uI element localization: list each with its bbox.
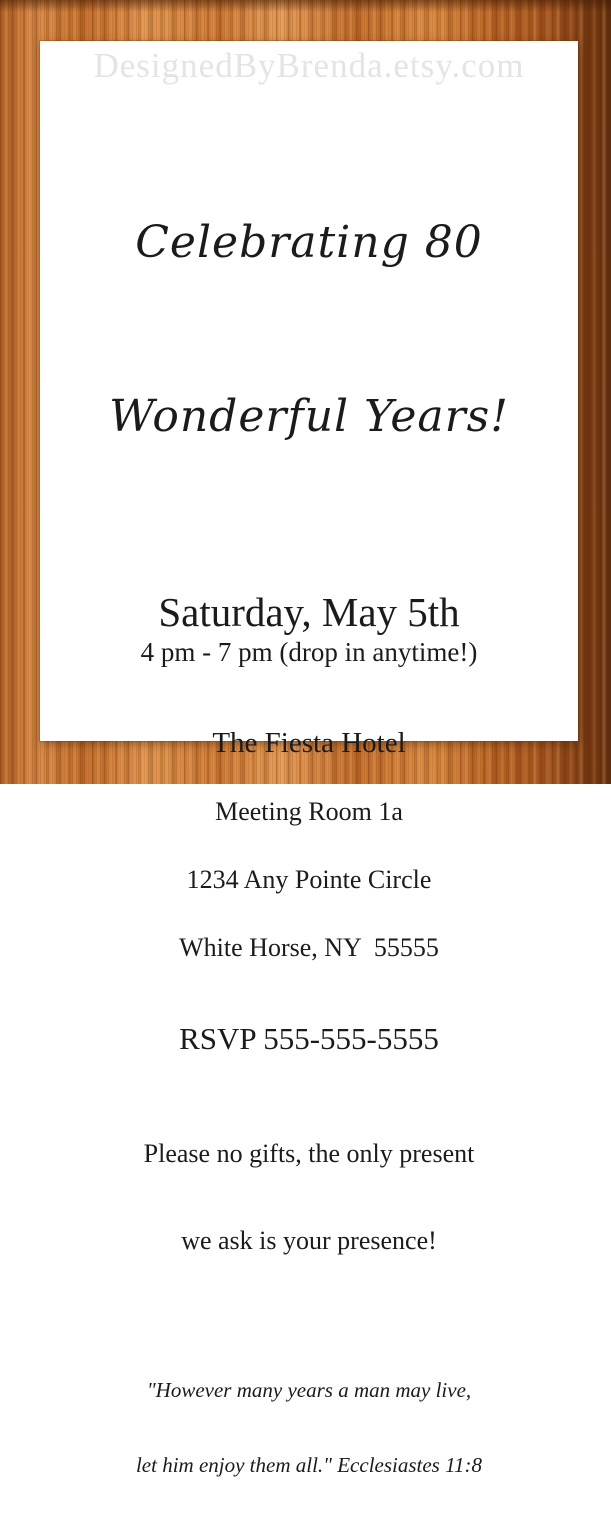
quote-line-2: let him enjoy them all." Ecclesiastes 11:8 xyxy=(135,1453,483,1477)
event-date: Saturday, May 5th xyxy=(158,589,460,635)
gifts-line-2: we ask is your presence! xyxy=(181,1226,437,1255)
venue-street: 1234 Any Pointe Circle xyxy=(186,865,432,894)
venue-city: White Horse, NY 55555 xyxy=(179,933,439,962)
title-line-1: Celebrating 80 xyxy=(135,217,483,268)
gifts-line-1: Please no gifts, the only present xyxy=(143,1139,475,1168)
quote-line-1: "However many years a man may live, xyxy=(146,1378,472,1402)
venue-block xyxy=(40,691,578,1000)
invitation-title xyxy=(40,98,578,562)
rsvp-line: RSVP 555-555-5555 xyxy=(179,1021,439,1056)
venue-name: The Fiesta Hotel xyxy=(212,727,406,759)
scripture-quote xyxy=(40,1328,578,1528)
venue-room: Meeting Room 1a xyxy=(215,797,403,826)
watermark-text: DesignedByBrenda.etsy.com xyxy=(93,46,525,85)
event-time: 4 pm - 7 pm (drop in anytime!) xyxy=(140,637,478,667)
gifts-note xyxy=(40,1081,578,1313)
title-line-2: Wonderful Years! xyxy=(109,391,509,442)
invitation-card xyxy=(40,41,578,1477)
